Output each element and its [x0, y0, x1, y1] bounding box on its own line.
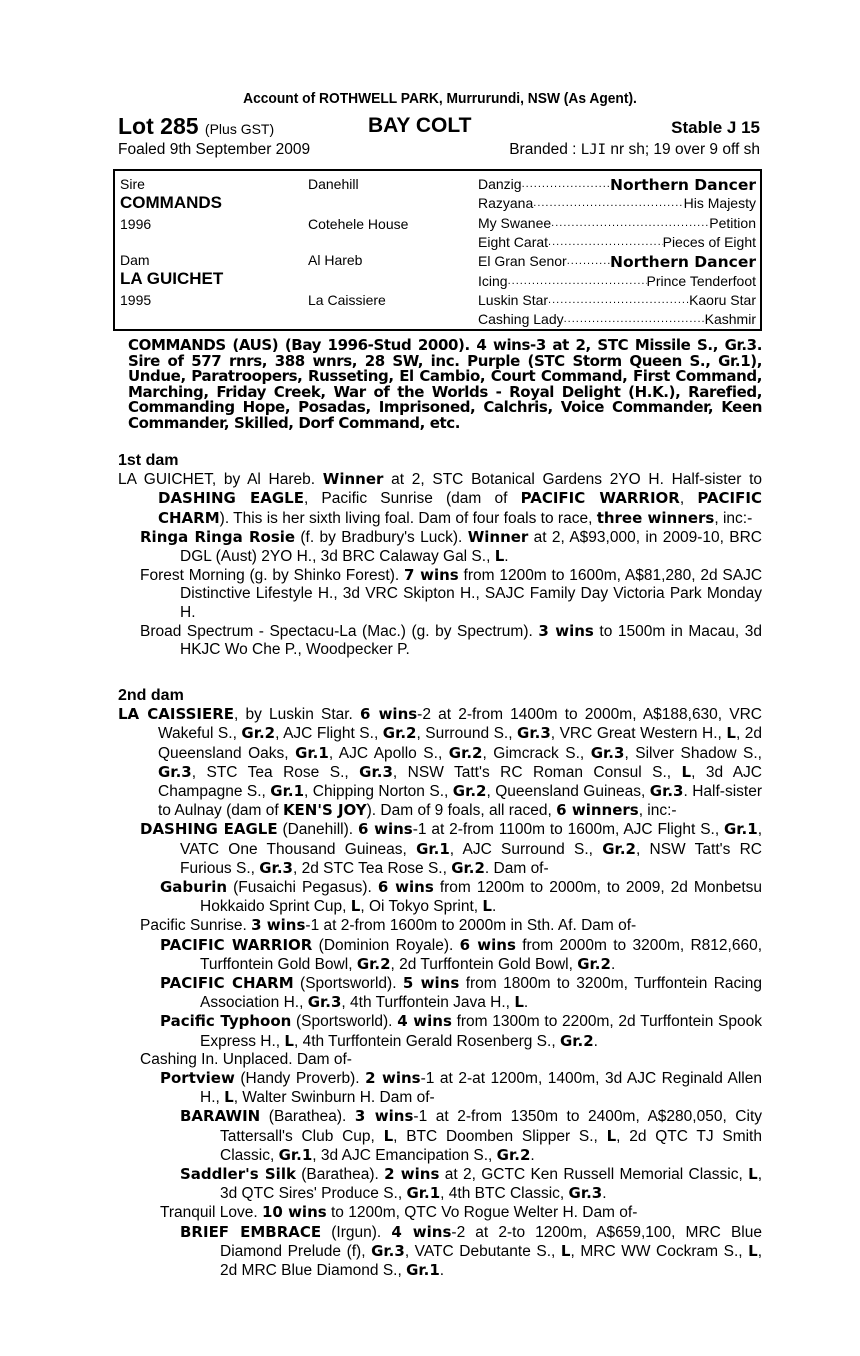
grandparent-name: Eight Carat: [478, 233, 549, 250]
pedigree-table: [113, 169, 762, 331]
first-dam-text: [118, 470, 762, 659]
family-entry: Portview (Handy Proverb). 2 wins-1 at 2-at 1200m, 1400m, 3d AJC Reginald Allen H., L, Walter Swinburn H. Dam of-: [160, 1069, 762, 1107]
leader-dots: [533, 195, 683, 212]
leader-dots: [548, 234, 663, 251]
family-entry: Forest Morning (g. by Shinko Forest). 7 wins from 1200m to 1600m, A$81,280, 2d SAJC Distinctive Lifestyle H., 3d VRC Skipton H., SAJC Family Day Victoria Park Monday H.: [140, 566, 763, 621]
leader-dots: [567, 253, 610, 271]
grandparent-sire: Kaoru Star: [689, 291, 756, 308]
leader-dots: [551, 215, 709, 232]
family-entry: Broad Spectrum - Spectacu-La (Mac.) (g. by Spectrum). 3 wins to 1500m in Macau, 3d HKJC Wo Che P., Woodpecker P.: [140, 621, 763, 659]
pedigree-parent: La Caissiere: [308, 292, 386, 308]
pedigree-grandparent: [478, 273, 756, 290]
lot-number: [118, 113, 274, 140]
grandparent-name: El Gran Senor: [478, 253, 567, 270]
lot-note: (Plus GST): [204, 121, 275, 137]
sire-year: 1996: [120, 216, 152, 232]
horse-title: BAY COLT: [368, 114, 472, 137]
brand-mark: LJI: [580, 142, 607, 158]
leader-dots: [548, 292, 689, 309]
branded-prefix: Branded :: [509, 141, 577, 158]
branded-info: [509, 141, 760, 159]
pedigree-grandparent: [478, 215, 756, 232]
vendor-account: Account of ROTHWELL PARK, Murrurundi, NSW (As Agent).: [243, 90, 637, 107]
family-entry: BRIEF EMBRACE (Irgun). 4 wins-2 at 2-to 1200m, A$659,100, MRC Blue Diamond Prelude (f), Gr.3, VATC Debutante S., L, MRC WW Cockram S., L, 2d MRC Blue Diamond S., Gr.1.: [180, 1222, 762, 1280]
second-dam-heading: 2nd dam: [118, 687, 184, 704]
grandparent-name: Cashing Lady: [478, 311, 564, 328]
pedigree-grandparent: [478, 311, 756, 328]
leader-dots: [508, 273, 647, 290]
family-entry: PACIFIC WARRIOR (Dominion Royale). 6 wins from 2000m to 3200m, R812,660, Turffontein Gold Bowl, Gr.2, 2d Turffontein Gold Bowl, Gr.2.: [160, 935, 762, 973]
leader-dots: [522, 176, 610, 194]
pedigree-grandparent: [478, 176, 756, 194]
sire-summary: COMMANDS (AUS) (Bay 1996-Stud 2000). 4 wins-3 at 2, STC Missile S., Gr.3. Sire of 577 rnrs, 388 wnrs, 28 SW, inc. Purple (STC Storm Queen S., Gr.1), Undue, Paratroopers, Russeting, El Cambio, Court Command, First Command, Marching, Friday Creek, War of the Worlds - Royal Delight (H.K.), Rarefied, Commanding Hope, Posadas, Imprisoned, Calchris, Voice Commander, Keen Commander, Skilled, Dorf Command, etc.: [128, 336, 762, 432]
stable-number: Stable J 15: [671, 118, 760, 137]
grandparent-sire: Prince Tenderfoot: [646, 272, 756, 289]
sire-label: Sire: [120, 176, 145, 192]
family-entry: LA CAISSIERE, by Luskin Star. 6 wins-2 at 2-from 1400m to 2000m, A$188,630, VRC Wakeful S., Gr.2, AJC Flight S., Gr.2, Surround S., Gr.3, VRC Great Western H., L, 2d Queensland Oaks, Gr.1, AJC Apollo S., Gr.2, Gimcrack S., Gr.3, Silver Shadow S., Gr.3, STC Tea Rose S., Gr.3, NSW Tatt's RC Roman Consul S., L, 3d AJC Champagne S., Gr.1, Chipping Norton S., Gr.2, Queensland Guineas, Gr.3. Half-sister to Aulnay (dam of KEN'S JOY). Dam of 9 foals, all raced, 6 winners, inc:-: [118, 705, 763, 820]
pedigree-grandparent: [478, 253, 756, 271]
first-dam-section: [118, 452, 762, 659]
lot-header: [118, 113, 762, 141]
dam-label: Dam: [120, 252, 150, 268]
lot-label: Lot 285: [118, 113, 199, 139]
grandparent-sire: His Majesty: [683, 195, 756, 212]
pedigree-grandparent: [478, 234, 756, 251]
family-entry: Pacific Sunrise. 3 wins-1 at 2-from 1600m to 2000m in Sth. Af. Dam of-: [140, 916, 637, 935]
dam-name: LA GUICHET: [120, 269, 224, 288]
sire-name: COMMANDS: [120, 193, 222, 212]
pedigree-parent: Cotehele House: [308, 216, 409, 232]
grandparent-name: Razyana: [478, 195, 534, 212]
pedigree-parent: Danehill: [308, 176, 359, 192]
family-entry: Ringa Ringa Rosie (f. by Bradbury's Luck). Winner at 2, A$93,000, in 2009-10, BRC DGL (Aust) 2YO H., 3d BRC Calaway Gal S., L.: [140, 527, 762, 566]
family-entry: Gaburin (Fusaichi Pegasus). 6 wins from 1200m to 2000m, to 2009, 2d Monbetsu Hokkaido Sprint Cup, L, Oi Tokyo Sprint, L.: [160, 878, 763, 916]
family-entry: Tranquil Love. 10 wins to 1200m, QTC Vo Rogue Welter H. Dam of-: [160, 1203, 638, 1222]
foaled-date: Foaled 9th September 2009: [118, 141, 311, 158]
grandparent-sire: Pieces of Eight: [662, 233, 756, 250]
first-dam-heading: 1st dam: [118, 452, 179, 469]
branded-rest: nr sh; 19 over 9 off sh: [610, 141, 760, 158]
dam-year: 1995: [120, 292, 152, 308]
grandparent-sire: Kashmir: [704, 311, 756, 328]
family-entry: Saddler's Silk (Barathea). 2 wins at 2, GCTC Ken Russell Memorial Classic, L, 3d QTC Sires' Produce S., Gr.1, 4th BTC Classic, Gr.3.: [180, 1165, 763, 1203]
family-entry: Cashing In. Unplaced. Dam of-: [140, 1050, 352, 1068]
grandparent-sire: Petition: [709, 214, 756, 231]
family-entry: LA GUICHET, by Al Hareb. Winner at 2, STC Botanical Gardens 2YO H. Half-sister to DASHING EAGLE, Pacific Sunrise (dam of PACIFIC WARRIOR, PACIFIC CHARM). This is her sixth living foal. Dam of four foals to race, three winners, inc:-: [118, 470, 762, 527]
family-entry: BARAWIN (Barathea). 3 wins-1 at 2-from 1350m to 2400m, A$280,050, City Tattersall's Club Cup, L, BTC Doomben Slipper S., L, 2d QTC TJ Smith Classic, Gr.1, 3d AJC Emancipation S., Gr.2.: [180, 1107, 763, 1164]
grandparent-sire: Northern Dancer: [609, 176, 756, 194]
pedigree-grandparent: [478, 292, 756, 309]
grandparent-sire: Northern Dancer: [609, 253, 756, 272]
leader-dots: [564, 311, 705, 328]
grandparent-name: My Swanee: [478, 214, 552, 231]
second-dam-text: [118, 705, 762, 1280]
grandparent-name: Danzig: [478, 176, 522, 192]
family-entry: DASHING EAGLE (Danehill). 6 wins-1 at 2-from 1100m to 1600m, AJC Flight S., Gr.1, VATC One Thousand Guineas, Gr.1, AJC Surround S., Gr.2, NSW Tatt's RC Furious S., Gr.3, 2d STC Tea Rose S., Gr.2. Dam of-: [140, 820, 763, 877]
grandparent-name: Luskin Star: [478, 291, 549, 308]
second-dam-section: [118, 687, 762, 1280]
pedigree-parent: Al Hareb: [308, 252, 363, 268]
family-entry: PACIFIC CHARM (Sportsworld). 5 wins from 1800m to 3200m, Turffontein Racing Association H., Gr.3, 4th Turffontein Java H., L.: [160, 974, 762, 1012]
grandparent-name: Icing: [478, 272, 508, 289]
pedigree-grandparent: [478, 195, 756, 212]
family-entry: Pacific Typhoon (Sportsworld). 4 wins from 1300m to 2200m, 2d Turffontein Spook Express H., L, 4th Turffontein Gerald Rosenberg S., Gr.2.: [160, 1012, 762, 1050]
